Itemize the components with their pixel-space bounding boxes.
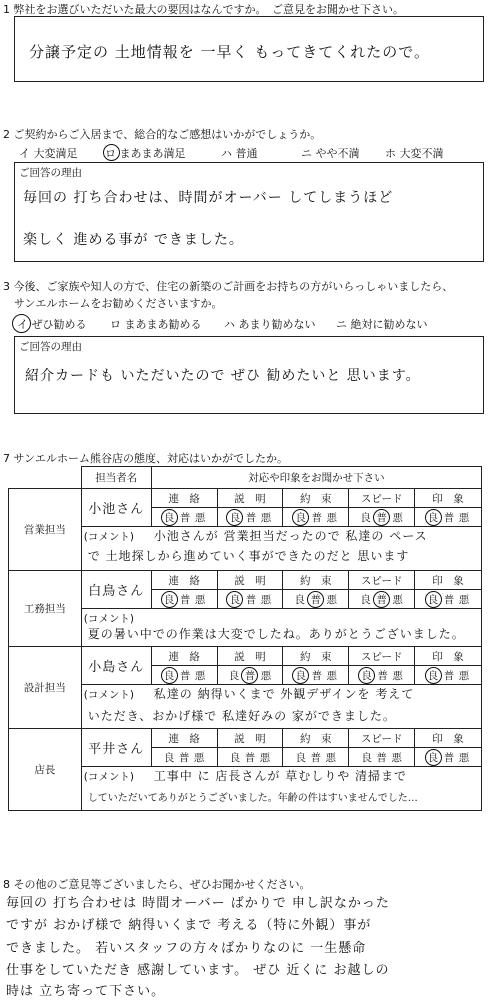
- rating-cell[interactable]: 良 普 悪: [283, 508, 349, 527]
- q2-reason-box: [14, 162, 484, 262]
- person-design: 小島さん: [81, 647, 151, 685]
- q2-option-1[interactable]: イ 大変満足: [19, 147, 78, 160]
- rating-cell[interactable]: 良 普 悪: [151, 508, 217, 527]
- design-comment-line1: 私達の 納得いくまで 外観デザインを 考えて: [153, 687, 415, 701]
- q8-line5: 時は 立ち寄って下さい。: [6, 984, 166, 999]
- q7-question: 7 サンエルホーム熊谷店の態度、対応はいかがでしたか。: [3, 452, 288, 465]
- cat-speed: スピード: [349, 489, 415, 508]
- cat-explanation: 説 明: [217, 571, 283, 590]
- rating-cell[interactable]: 良 普 悪: [415, 748, 482, 767]
- rating-cell[interactable]: 良 普 悪: [415, 590, 482, 609]
- q2-reason-label: ご回答の理由: [19, 167, 82, 179]
- rating-cell[interactable]: 良 普 悪: [349, 748, 415, 767]
- q1-question: 1 弊社をお選びいただいた最大の要因はなんですか。 ご意見をお聞かせ下さい。: [3, 3, 404, 16]
- sales-comment-line1: 小池さんが 営業担当だったので 私達の ペース: [153, 529, 428, 543]
- q1-answer-box: [14, 16, 484, 82]
- rating-cell[interactable]: 良 普 悪: [349, 508, 415, 527]
- design-comment: (コメント) 私達の 納得いくまで 外観デザインを 考えて いただき、おかげ様で 私達好みの 家ができました。: [81, 685, 481, 729]
- q3-option-1[interactable]: イ ぜひ勧める: [17, 318, 87, 331]
- q7-evaluation-table: [8, 466, 482, 811]
- rating-cell[interactable]: 良 普 悪: [283, 748, 349, 767]
- design-comment-line2: いただき、おかげ様で 私達好みの 家ができました。: [87, 709, 396, 723]
- cat-explanation: 説 明: [217, 729, 283, 748]
- cat-explanation: 説 明: [217, 489, 283, 508]
- cat-contact: 連 絡: [151, 647, 217, 666]
- cat-impression: 印 象: [415, 489, 482, 508]
- q2-options: [19, 145, 489, 161]
- q2-reason-line2: 楽しく 進める事が できました。: [23, 232, 244, 248]
- cat-explanation: 説 明: [217, 647, 283, 666]
- manager-comment-line1: 工事中 に 店長さんが 草むしりや 清掃まで: [153, 769, 408, 783]
- rating-cell[interactable]: 良 普 悪: [283, 590, 349, 609]
- cat-contact: 連 絡: [151, 571, 217, 590]
- rating-cell[interactable]: 良 普 悪: [151, 748, 217, 767]
- manager-comment-line2: していただいてありがとうございました。年齢の件はすいませんでした…: [87, 793, 418, 804]
- cat-promise: 約 束: [283, 647, 349, 666]
- manager-comment: (コメント) 工事中 に 店長さんが 草むしりや 清掃まで していただいてありがとうございました。年齢の件はすいませんでした…: [81, 767, 481, 811]
- q3-option-2[interactable]: ロ まあまあ勧める: [110, 318, 202, 331]
- cat-promise: 約 束: [283, 571, 349, 590]
- q1-answer: 分譲予定の 土地情報を 一早く もってきてくれたので。: [29, 43, 431, 61]
- header-impression: 対応や印象をお聞かせ下さい: [151, 467, 481, 489]
- q3-reason-box: [14, 336, 484, 414]
- header-person: 担当者名: [81, 467, 151, 489]
- q2-option-3[interactable]: ハ 普通: [221, 147, 258, 160]
- person-sales: 小池さん: [81, 489, 151, 527]
- q2-question: 2 ご契約からご入居まで、総合的なご感想はいかがでしょうか。: [3, 128, 322, 141]
- q3-options: [14, 316, 484, 332]
- rating-cell[interactable]: 良 普 悪: [283, 666, 349, 685]
- construction-comment: (コメント) 夏の暑い中での作業は大変でしたね。ありがとうございました。: [81, 609, 481, 647]
- cat-contact: 連 絡: [151, 729, 217, 748]
- q3-reason: 紹介カードも いただいたので ぜひ 勧めたいと 思います。: [25, 368, 421, 384]
- cat-contact: 連 絡: [151, 489, 217, 508]
- cat-promise: 約 束: [283, 729, 349, 748]
- cat-speed: スピード: [349, 571, 415, 590]
- q2-option-2[interactable]: ロ まあまあ満足: [105, 147, 186, 160]
- cat-speed: スピード: [349, 647, 415, 666]
- q8-line3: できました。 若いスタッフの方々ばかりなのに 一生懸命: [6, 941, 367, 956]
- rating-cell[interactable]: 良 普 悪: [151, 590, 217, 609]
- rating-cell[interactable]: 良 普 悪: [151, 666, 217, 685]
- rating-cell[interactable]: 良 普 悪: [217, 508, 283, 527]
- role-manager: 店長: [9, 729, 82, 811]
- q2-option-5[interactable]: ホ 大変不満: [385, 147, 444, 160]
- q3-question-line2: サンエルホームをお勧めくださいますか。: [14, 297, 223, 310]
- rating-cell[interactable]: 良 普 悪: [217, 748, 283, 767]
- rating-cell[interactable]: 良 普 悪: [415, 508, 482, 527]
- person-construction: 白鳥さん: [81, 571, 151, 609]
- q3-question-line1: 3 今後、ご家族や知人の方で、住宅の新築のご計画をお持ちの方がいらっしゃいましたら、: [3, 280, 454, 293]
- q8-question: 8 その他のご意見等ございましたら、ぜひお聞かせください。: [3, 878, 311, 891]
- cat-speed: スピード: [349, 729, 415, 748]
- cat-impression: 印 象: [415, 571, 482, 590]
- q3-reason-label: ご回答の理由: [19, 341, 82, 353]
- rating-cell[interactable]: 良 普 悪: [349, 666, 415, 685]
- sales-comment-line2: で 土地探しから進めていく事ができたのだと 思います: [87, 549, 410, 563]
- rating-cell[interactable]: 良 普 悪: [349, 590, 415, 609]
- rating-cell[interactable]: 良 普 悪: [217, 666, 283, 685]
- q8-line4: 仕事をしていただき 感謝しています。 ぜひ 近くに お越しの: [6, 963, 390, 978]
- q8-line2: ですが おかげ様で 納得いくまで 考える（特に外観）事が: [6, 918, 372, 933]
- role-design: 設計担当: [9, 647, 82, 729]
- role-sales: 営業担当: [9, 489, 82, 571]
- q3-option-3[interactable]: ハ あまり勧めない: [224, 318, 316, 331]
- cat-promise: 約 束: [283, 489, 349, 508]
- q8-line1: 毎回の 打ち合わせは 時間オーバー ばかりで 申し訳なかった: [6, 896, 390, 911]
- rating-cell[interactable]: 良 普 悪: [415, 666, 482, 685]
- sales-comment: (コメント) 小池さんが 営業担当だったので 私達の ペース で 土地探しから進めていく事ができたのだと 思います: [81, 527, 481, 571]
- role-construction: 工務担当: [9, 571, 82, 647]
- rating-cell[interactable]: 良 普 悪: [217, 590, 283, 609]
- construction-comment-line1: 夏の暑い中での作業は大変でしたね。ありがとうございました。: [87, 627, 465, 641]
- cat-impression: 印 象: [415, 729, 482, 748]
- q3-option-4[interactable]: ニ 絶対に勧めない: [336, 318, 428, 331]
- q2-reason-line1: 毎回の 打ち合わせは、時間がオーバー してしまうほど: [23, 190, 394, 206]
- person-manager: 平井さん: [81, 729, 151, 767]
- q2-option-4[interactable]: ニ やや不満: [301, 147, 360, 160]
- cat-impression: 印 象: [415, 647, 482, 666]
